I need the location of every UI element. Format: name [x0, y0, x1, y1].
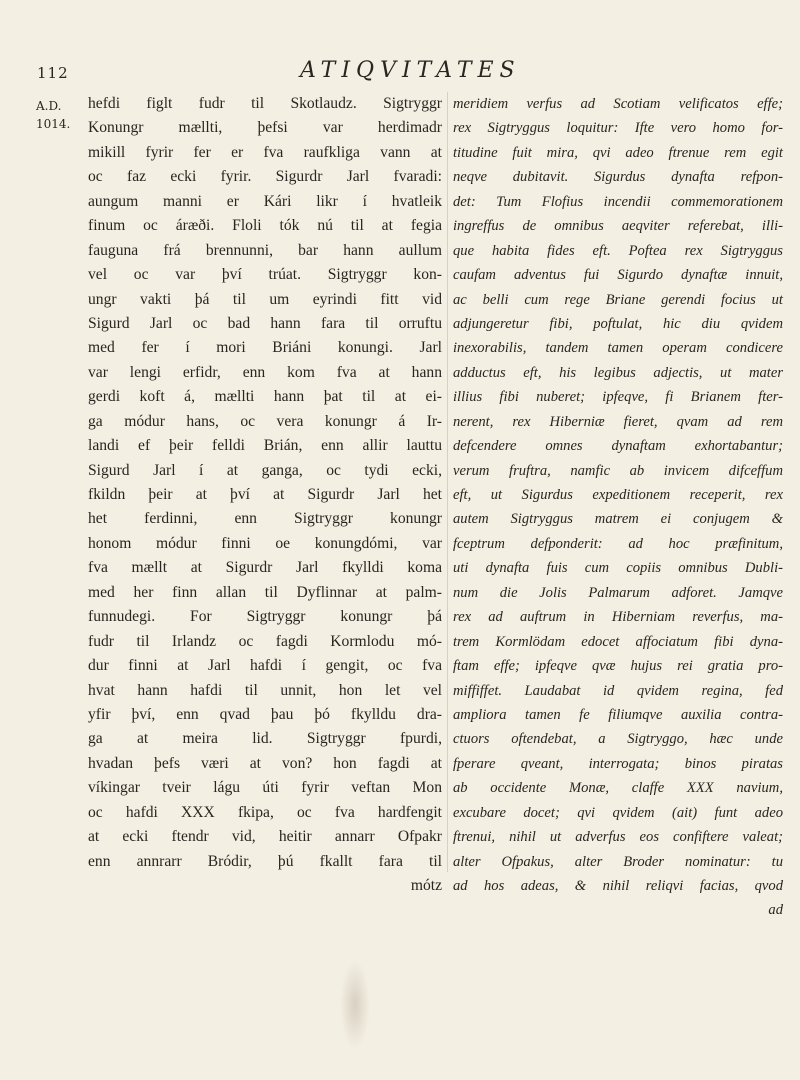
- text-line: rex Sigtryggus loquitur: Ifte vero homo for-: [453, 120, 783, 137]
- text-line: det: Tum Flofius incendii commemorationem: [453, 193, 783, 210]
- text-line: Sigurd Jarl í at ganga, oc tydi ecki,: [88, 461, 442, 479]
- text-line: yfir því, enn qvad þau þó fkylldu dra-: [88, 705, 442, 723]
- text-line: ctuors oftendebat, a Sigtryggo, hæc unde: [453, 731, 783, 748]
- text-line: illius fibi nuberet; ipfeqve, fi Brianem fter-: [453, 389, 783, 406]
- text-line: oc hafdi XXX fkipa, oc fva hardfengit: [88, 803, 442, 821]
- text-line: landi ef þeir felldi Brián, enn allir lauttu: [88, 437, 442, 455]
- text-line: ab occidente Monæ, claffe XXX navium,: [453, 780, 783, 797]
- text-line: enn annrarr Bródir, þú fkallt fara til: [88, 852, 442, 870]
- text-line: het ferdinni, enn Sigtryggr konungr: [88, 510, 442, 528]
- text-line: finum oc áræði. Floli tók nú til at fegia: [88, 217, 442, 235]
- text-line: fauguna frá brennunni, bar hann aullum: [88, 241, 442, 259]
- text-line: ftrenui, nihil ut adverfus eos confiftere valeat;: [453, 829, 783, 846]
- text-line: ac belli cum rege Briane gerendi focius ut: [453, 291, 783, 308]
- text-line: Sigurd Jarl oc bad hann fara til orruftu: [88, 314, 442, 332]
- text-line: miffiffet. Laudabat id qvidem regina, fed: [453, 682, 783, 699]
- text-line: alter Ofpakus, alter Broder nominatur: tu: [453, 853, 783, 870]
- text-line: num die Jolis Palmarum adforet. Jamqve: [453, 584, 783, 601]
- text-line: mótz: [410, 877, 442, 894]
- text-line: adjungeretur fibi, poftulat, hic diu qvidem: [453, 315, 783, 332]
- text-line: ga módur hans, oc vera konungr á Ir-: [88, 412, 442, 430]
- ink-blot: [340, 960, 370, 1050]
- text-line: at ecki ftendr vid, heitir annarr Ofpakr: [88, 828, 442, 846]
- text-line: trem Kormlödam edocet affociatum fibi dyna-: [453, 633, 783, 650]
- text-line: titudine fuit mira, qvi adeo ftrenue rem egit: [453, 144, 783, 161]
- text-line: rex ad auftrum in Hiberniam reverfus, ma-: [453, 609, 783, 626]
- text-line: víkingar tveir lágu úti fyrir veftan Mon: [88, 779, 442, 797]
- text-line: med her finn allan til Dyflinnar at palm-: [88, 583, 442, 601]
- text-line: hvadan þefs væri at von? hon fagdi at: [88, 754, 442, 772]
- text-line: Konungr mællti, þefsi var herdimadr: [88, 119, 442, 137]
- text-line: adductus eft, his legibus adjectis, ut mater: [453, 364, 783, 381]
- page-number: 112: [37, 64, 69, 82]
- norse-text-column: [88, 92, 442, 898]
- text-line: ingreffus de omnibus aeqviter referebat, illi-: [453, 218, 783, 235]
- text-line: med fer í mori Briáni konungi. Jarl: [88, 339, 442, 357]
- text-line: autem Sigtryggus matrem ei conjugem &: [453, 511, 783, 528]
- text-line: nerent, rex Hiberniæ fieret, qvam ad rem: [453, 413, 783, 430]
- text-line: excubare docet; qvi qvidem (ait) funt adeo: [453, 804, 783, 821]
- text-line: honom módur finni oe konungdómi, var: [88, 534, 442, 552]
- text-line: funnudegi. For Sigtryggr konungr þá: [88, 608, 442, 626]
- text-line: hvat hann hafdi til unnit, hon let vel: [88, 681, 442, 699]
- text-line: fceptrum defponderit: ad hoc præfinitum,: [453, 535, 783, 552]
- margin-year: 1014.: [36, 117, 71, 131]
- text-line: ampliora tamen fe filiumqve auxilia contra-: [453, 706, 783, 723]
- text-line: mikill fyrir fer er fva raufkliga vann at: [88, 143, 442, 161]
- text-line: meridiem verfus ad Scotiam velificatos effe;: [453, 96, 783, 112]
- text-line: verum fruftra, namfic ab invicem difceffum: [453, 462, 783, 479]
- text-line: var lengi erfidr, enn kom fva at hann: [88, 363, 442, 381]
- text-line: defcendere omnes dynaftam exhortabantur;: [453, 438, 783, 455]
- text-line: que habita fides eft. Poftea rex Sigtryggus: [453, 242, 783, 259]
- text-line: fudr til Irlandz oc fagdi Kormlodu mó-: [88, 632, 442, 650]
- text-line: neqve dubitavit. Sigurdus dynafta refpon-: [453, 169, 783, 186]
- text-line: ad: [768, 902, 783, 919]
- margin-era: A.D.: [36, 99, 62, 113]
- text-line: inexorabilis, tandem tamen operam condicere: [453, 340, 783, 357]
- text-line: caufam adventus fui Sigurdo dynaftæ innuit,: [453, 267, 783, 284]
- text-line: ad hos adeas, & nihil reliqvi facias, qvod: [453, 878, 783, 894]
- text-line: gerdi koft á, mællti hann þat til at ei-: [88, 388, 442, 406]
- text-line: fva mællt at Sigurdr Jarl fkylldi koma: [88, 559, 442, 577]
- text-line: oc faz ecki fyrir. Sigurdr Jarl fvaradi:: [88, 168, 442, 186]
- text-line: vel oc var því trúat. Sigtryggr kon-: [88, 266, 442, 284]
- text-line: eft, ut Sigurdus expeditionem receperit, rex: [453, 487, 783, 503]
- text-line: fkildn þeir at því at Sigurdr Jarl het: [88, 486, 442, 503]
- text-line: fperare qveant, interrogata; binos piratas: [453, 755, 783, 772]
- column-divider: [447, 92, 448, 872]
- text-line: aungum manni er Kári likr í hvatleik: [88, 192, 442, 210]
- running-title: ATIQVITATES: [300, 58, 521, 83]
- text-line: hefdi figlt fudr til Skotlaudz. Sigtryggr: [88, 95, 442, 112]
- text-line: dur finni at Jarl hafdi í gengit, oc fva: [88, 657, 442, 675]
- text-line: ftam effe; ipfeqve qvæ hujus rei gratia pro-: [453, 658, 783, 675]
- text-line: ga at meira lid. Sigtryggr fpurdi,: [88, 730, 442, 748]
- latin-translation-column: [453, 92, 783, 923]
- text-line: ungr vakti þá til um eyrindi fitt vid: [88, 290, 442, 308]
- text-line: uti dynafta fuis cum copiis omnibus Dubli-: [453, 560, 783, 577]
